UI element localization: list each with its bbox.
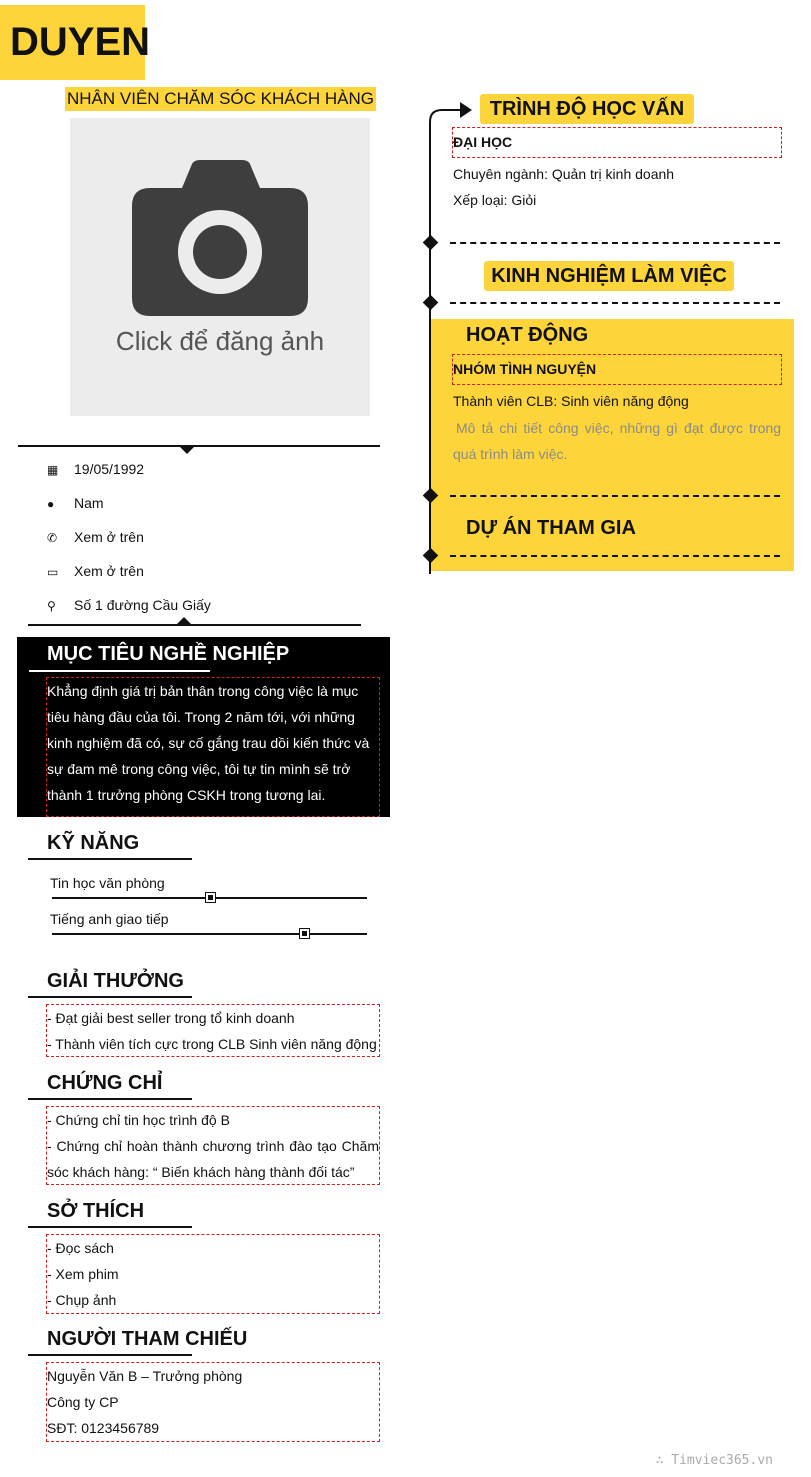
education-title: TRÌNH ĐỘ HỌC VẤN xyxy=(480,94,694,124)
references-title: NGƯỜI THAM CHIẾU xyxy=(47,1328,248,1350)
education-school[interactable]: ĐẠI HỌC xyxy=(452,127,782,158)
list-item: - Chụp ảnh xyxy=(47,1292,117,1308)
list-item: - Chứng chỉ hoàn thành chương trình đào tạo Chăm sóc khách hàng: “ Biến khách hàng thành đối tác” xyxy=(47,1138,379,1180)
list-item: SĐT: 0123456789 xyxy=(47,1420,160,1436)
activities-title: HOẠT ĐỘNG xyxy=(466,324,589,346)
education-grade: Xếp loại: Giỏi xyxy=(453,192,537,208)
phone-value: Xem ở trên xyxy=(74,529,144,545)
birthday-value: 19/05/1992 xyxy=(74,461,145,477)
watermark: ∴ Timviec365.vn xyxy=(655,1453,773,1468)
objective-text[interactable]: Khẳng định giá trị bản thân trong công việc là mục tiêu hàng đầu của tôi. Trong 2 năm tới, với những kinh nghiệm đã có, sự cố gắng trau dồi kiến thức và sự đam mê trong công việc, tôi tự tin mình sẽ trở thành 1 trưởng phòng CSKH trong tương lai. xyxy=(46,677,380,817)
location-icon: ⚲ xyxy=(47,599,56,613)
email-icon: ▭ xyxy=(47,565,59,579)
dashed-separator xyxy=(450,242,780,244)
objective-underline xyxy=(29,670,210,672)
awards-title: GIẢI THƯỞNG xyxy=(47,970,184,992)
info-email xyxy=(47,561,144,581)
projects-title: DỰ ÁN THAM GIA xyxy=(466,517,636,539)
divider-top-arrow xyxy=(179,446,195,454)
certificates-underline xyxy=(28,1098,192,1100)
hobbies-title: SỞ THÍCH xyxy=(47,1200,145,1222)
skills-underline xyxy=(28,858,192,860)
divider-top xyxy=(18,445,380,447)
dashed-separator xyxy=(450,555,780,557)
candidate-name: DUYEN xyxy=(0,5,145,80)
list-item: Nguyễn Văn B – Trưởng phòng xyxy=(47,1368,243,1384)
skill-track xyxy=(52,933,367,935)
user-icon: ● xyxy=(47,497,55,511)
list-item: - Xem phim xyxy=(47,1266,119,1282)
awards-underline xyxy=(28,996,192,998)
activities-description: Mô tả chi tiết công việc, những gì đạt được trong quá trình làm việc. xyxy=(453,420,781,462)
info-birthday xyxy=(47,459,144,479)
photo-upload-label: Click để đăng ảnh xyxy=(115,326,325,356)
list-item: Công ty CP xyxy=(47,1394,119,1410)
certificates-list[interactable] xyxy=(46,1106,380,1185)
skill-level-handle[interactable] xyxy=(205,892,216,903)
phone-icon: ✆ xyxy=(47,531,58,545)
skill-name: Tin học văn phòng xyxy=(50,875,165,891)
divider-bottom xyxy=(28,624,361,626)
list-item: - Chứng chỉ tin học trình độ B xyxy=(47,1112,230,1128)
objective-section xyxy=(17,637,390,817)
address-value: Số 1 đường Cầu Giấy xyxy=(74,597,211,613)
email-value: Xem ở trên xyxy=(74,563,144,579)
objective-title: MỤC TIÊU NGHỀ NGHIỆP xyxy=(47,643,290,665)
info-address xyxy=(47,595,211,615)
activities-role: Thành viên CLB: Sinh viên năng động xyxy=(453,393,689,409)
list-item: - Thành viên tích cực trong CLB Sinh viên năng động xyxy=(47,1036,377,1052)
references-list[interactable] xyxy=(46,1362,380,1442)
skill-name: Tiếng anh giao tiếp xyxy=(50,911,169,927)
job-title: NHÂN VIÊN CHĂM SÓC KHÁCH HÀNG xyxy=(65,87,376,111)
hobbies-underline xyxy=(28,1226,192,1228)
experience-title: KINH NGHIỆM LÀM VIỆC xyxy=(484,261,734,291)
camera-icon xyxy=(130,160,310,320)
list-item: - Đọc sách xyxy=(47,1240,114,1256)
education-major: Chuyên ngành: Quản trị kinh doanh xyxy=(453,166,675,182)
info-gender xyxy=(47,493,104,513)
activities-org[interactable]: NHÓM TÌNH NGUYỆN xyxy=(452,354,782,385)
dashed-separator xyxy=(450,495,780,497)
gender-value: Nam xyxy=(74,495,104,511)
skills-title: KỸ NĂNG xyxy=(47,832,140,854)
info-phone xyxy=(47,527,144,547)
hobbies-list[interactable] xyxy=(46,1234,380,1314)
calendar-icon: ▦ xyxy=(47,463,59,477)
references-underline xyxy=(28,1354,192,1356)
list-item: - Đạt giải best seller trong tổ kinh doanh xyxy=(47,1010,295,1026)
certificates-title: CHỨNG CHỈ xyxy=(47,1072,163,1094)
awards-list[interactable] xyxy=(46,1004,380,1057)
dashed-separator xyxy=(450,302,780,304)
skill-level-handle[interactable] xyxy=(299,928,310,939)
photo-upload[interactable] xyxy=(70,118,370,416)
